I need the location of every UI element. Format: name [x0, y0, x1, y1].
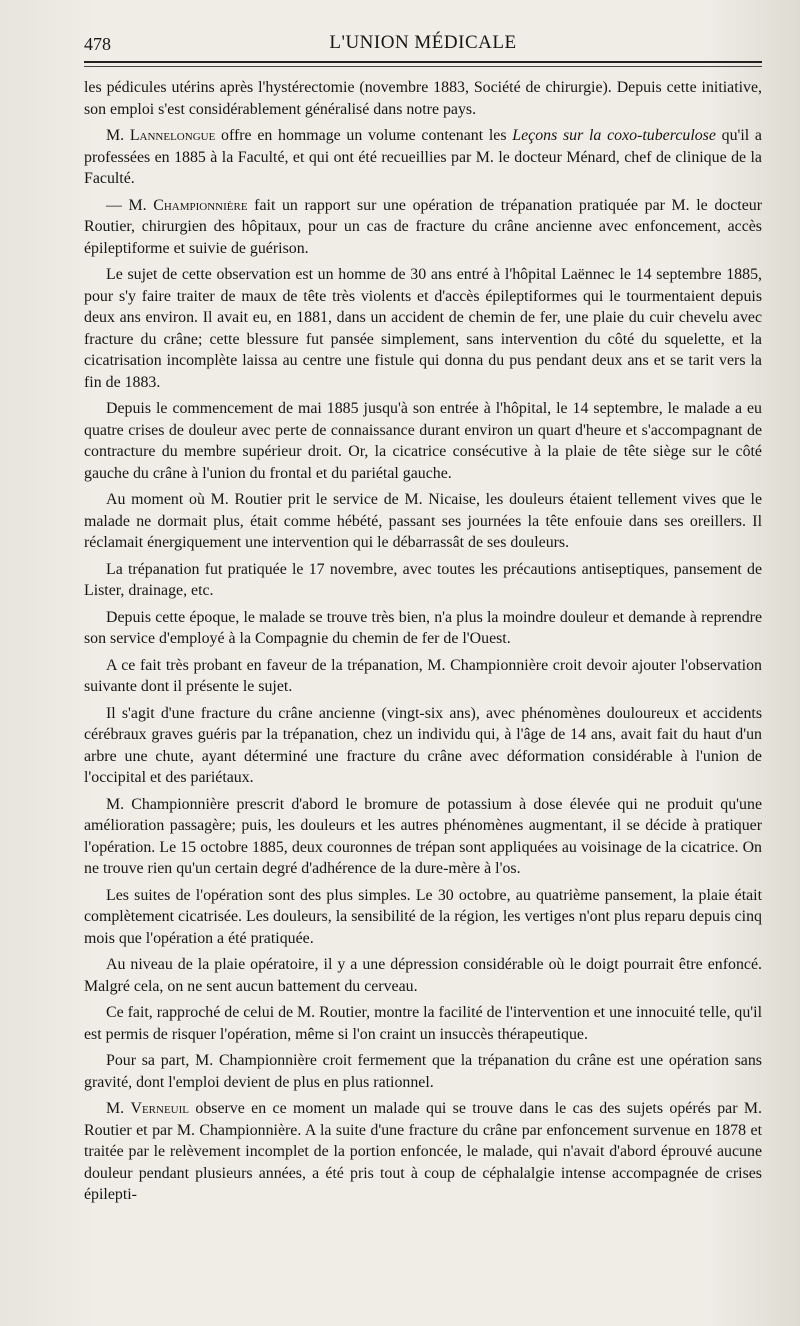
paragraph-lannelongue [84, 125, 762, 190]
speaker-name: Championnière [153, 196, 248, 214]
speaker-name: Verneuil [130, 1100, 190, 1117]
paragraph-text: M. Championnière prescrit d'abord le bromure de potassium à dose élevée qui ne produit qu'une amélioration passagère; puis, les douleurs et les autres phénomènes augmentant, il se décide à pratiquer l'opération. Le 15 octobre 1885, deux couronnes de trépan sont appliquées au voisinage de la cicatrice. On ne trouve rien qu'un certain degré d'adhérence de la dure-mère à l'os. [84, 795, 762, 877]
paragraph-conclusion [84, 1050, 762, 1093]
header-rule-thick [84, 61, 762, 63]
paragraph-trepanation-date [84, 559, 762, 602]
paragraph-comparison [84, 1002, 762, 1045]
paragraph-lead: M. [106, 1100, 131, 1117]
paragraph-routier-service [84, 489, 762, 554]
paragraph-text: Pour sa part, M. Championnière croit fermement que la trépanation du crâne est une opération sans gravité, dont l'emploi devient de plus en plus rationnel. [84, 1052, 762, 1091]
paragraph-text: fait un rapport sur une opération de trépanation pratiquée par M. le docteur Routier, chirurgien des hôpitaux, pour un cas de fracture du crâne ancienne avec enfoncement, accès épileptiforme et suivie de guérison. [84, 196, 762, 257]
paragraph-text: offre en hommage un volume contenant les [215, 127, 513, 144]
page-number: 478 [84, 34, 111, 54]
paragraph-text: A ce fait très probant en faveur de la trépanation, M. Championnière croit devoir ajouter l'observation suivante dont il présente le sujet. [84, 656, 762, 695]
paragraph-lead: — M. [106, 196, 154, 214]
paragraph-post-op [84, 885, 762, 950]
paragraph-text: Depuis cette époque, le malade se trouve très bien, n'a plus la moindre douleur et demande à reprendre son service d'employé à la Compagnie du chemin de fer de l'Ouest. [84, 608, 762, 647]
journal-title: L'UNION MÉDICALE [329, 32, 517, 53]
paragraph-crises [84, 398, 762, 484]
paragraph-second-observation [84, 655, 762, 698]
running-head [84, 30, 762, 60]
paragraph-bromide [84, 794, 762, 880]
paragraph-championniere-report [84, 195, 762, 260]
article-body [84, 77, 762, 1206]
paragraph-text: Ce fait, rapproché de celui de M. Routier, montre la facilité de l'intervention et une innocuité telle, qu'il est permis de risquer l'opération, même si l'on craint un insuccès thérapeutique. [84, 1004, 762, 1043]
paragraph-text: les pédicules utérins après l'hystérectomie (novembre 1883, Société de chirurgie). Depuis cette initiative, son emploi s'est considérablement généralisé dans notre pays. [84, 79, 762, 118]
paragraph-case-subject [84, 264, 762, 393]
book-title: Leçons sur la coxo-tuberculose [512, 127, 716, 144]
paragraph-lead: M. [106, 127, 130, 144]
paragraph-text: Depuis le commencement de mai 1885 jusqu'à son entrée à l'hôpital, le 14 septembre, le malade a eu quatre crises de douleur avec perte de connaissance durant environ un quart d'heure et s'accompagnant de contracture du membre supérieur droit. Or, la cicatrice consécutive à la plaie de tête siège sur le côté gauche du crâne à l'union du frontal et du pariétal gauche. [84, 400, 762, 482]
paragraph-recovery [84, 607, 762, 650]
paragraph-text: qu'il a professées en 1885 à la Faculté, et qui ont été recueillies par M. le docteur Ménard, chef de clinique de la Faculté. [84, 127, 762, 187]
paragraph-depression [84, 954, 762, 997]
header-rule-thin [84, 66, 762, 67]
paragraph-text: Le sujet de cette observation est un homme de 30 ans entré à l'hôpital Laënnec le 14 septembre 1885, pour s'y faire traiter de maux de tête très violents et d'accès épileptiformes qui le tourmentaient depuis deux ans environ. Il avait eu, en 1881, dans un accident de chemin de fer, une plaie du cuir chevelu avec fracture du crâne; cette blessure fut pansée simplement, sans intervention du côté du squelette, et la cicatrisation incomplète laissa au centre une fistule qui donna du pus pendant deux ans et se tarit vers la fin de 1883. [84, 266, 762, 391]
paragraph-text: La trépanation fut pratiquée le 17 novembre, avec toutes les précautions antiseptiques, pansement de Lister, drainage, etc. [84, 560, 762, 599]
paragraph-hysterectomy-end [84, 77, 762, 120]
paragraph-text: Les suites de l'opération sont des plus simples. Le 30 octobre, au quatrième pansement, la plaie était complètement cicatrisée. Les douleurs, la sensibilité de la région, les vertiges n'ont plus reparu depuis cinq mois que l'opération a été pratiquée. [84, 886, 762, 947]
paragraph-text: Au niveau de la plaie opératoire, il y a une dépression considérable où le doigt pourrait être enfoncé. Malgré cela, on ne sent aucun battement du cerveau. [84, 956, 762, 995]
paragraph-text: Au moment où M. Routier prit le service de M. Nicaise, les douleurs étaient tellement vives que le malade ne dormait plus, était comme hébété, passant ses journées la tête enfouie dans ses oreillers. Il réclamait énergiquement une intervention qui le débarrassât de ses douleurs. [84, 491, 762, 551]
paragraph-old-fracture [84, 703, 762, 789]
speaker-name: Lannelongue [129, 127, 216, 144]
paragraph-verneuil [84, 1098, 762, 1206]
paragraph-text: observe en ce moment un malade qui se trouve dans le cas des sujets opérés par M. Routier et par M. Championnière. A la suite d'une fracture du crâne par enfoncement survenue en 1878 et traitée par le relèvement incomplet de la portion enfoncée, le malade, qui n'avait d'abord éprouvé aucune douleur pendant plusieurs années, a été pris tout à coup de céphalalgie intense accompagnée de crises épilepti- [84, 1100, 762, 1203]
paragraph-text: Il s'agit d'une fracture du crâne ancienne (vingt-six ans), avec phénomènes douloureux et accidents cérébraux graves guéris par la trépanation, chez un individu qui, à l'âge de 14 ans, avait fait du haut d'un arbre une chute, ayant déterminé une fracture du crâne avec déformation considérable à l'union de l'occipital et des pariétaux. [84, 704, 762, 786]
